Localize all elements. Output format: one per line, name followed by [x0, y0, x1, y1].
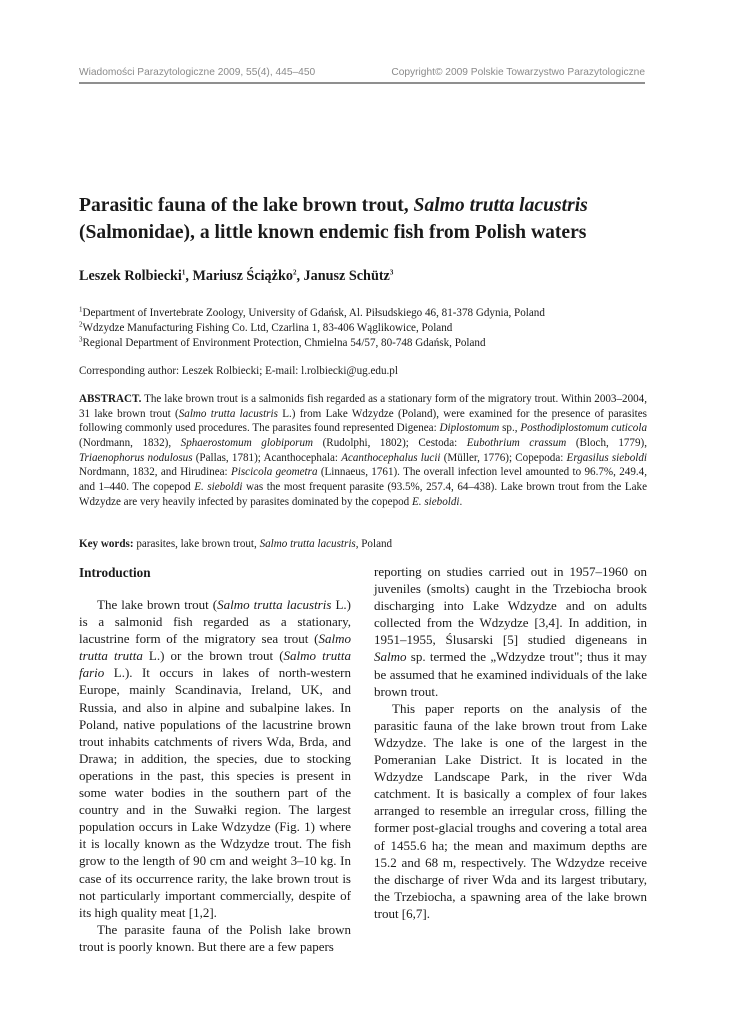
abstract-label: ABSTRACT. — [79, 393, 142, 405]
italic-text: Ergasilus sieboldi — [566, 451, 647, 464]
italic-text: E. sieboldi — [412, 495, 460, 508]
text-run: (Nordmann, 1832), — [79, 436, 181, 449]
author — [192, 268, 303, 284]
paragraph — [374, 563, 647, 700]
copyright-notice: Copyright© 2009 Polskie Towarzystwo Parazytologiczne — [391, 67, 645, 78]
italic-text: Salmo trutta lacustris — [217, 597, 332, 612]
italic-text: Diplostomum — [439, 422, 500, 435]
italic-text: Salmo trutta fario — [79, 648, 351, 681]
body-column-left — [79, 596, 351, 955]
section-heading: Introduction — [79, 565, 151, 580]
paragraph — [374, 700, 647, 922]
affiliation — [79, 336, 645, 351]
affiliation-text: Regional Department of Environment Protection, Chmielna 54/57, 80-748 Gdańsk, Poland — [82, 337, 486, 349]
header-rule — [79, 82, 645, 84]
text-run: Nordmann, 1832, and Hirudinea: — [79, 466, 231, 479]
author-name: Janusz Schütz — [303, 268, 390, 284]
italic-text: Acanthocephalus lucii — [341, 451, 441, 464]
paragraph — [79, 596, 351, 921]
text-run: The lake brown trout ( — [97, 597, 218, 612]
body-column-right — [374, 563, 647, 922]
italic-text: Salmo trutta lacustris — [178, 407, 278, 420]
italic-text: Posthodiplostomum cuticola — [520, 422, 647, 435]
text-run: L.) is a salmonid fish regarded as a stationary, lacustrine form of the migratory sea trout ( — [79, 597, 351, 647]
text-run: The parasite fauna of the Polish lake brown trout is poorly known. But there are a few papers — [79, 921, 351, 954]
text-run: (Pallas, 1781); Acanthocephala: — [192, 451, 342, 464]
author — [304, 268, 394, 284]
text-run: reporting on studies carried out in 1957–1960 on juveniles (smolts) caught in the Trzebiocha brook discharging into Lake Wdzydze and on adults collected from the Wdzydze [3,4]. In addition, in 1951–1955, Ślusarski [5] studied digeneans in — [374, 564, 647, 648]
affiliation — [79, 306, 645, 321]
keywords-label: Key words: — [79, 538, 134, 550]
text-run: The lake brown trout is a salmonids fish regarded as a stationary form of the migratory trout. Within 2003–2004, 31 lake brown trout ( — [79, 393, 647, 420]
text-run: . — [459, 495, 463, 508]
author-name: Leszek Rolbiecki — [79, 268, 182, 284]
text-run: L.) or the brown trout ( — [142, 648, 284, 664]
italic-text: Salmo trutta trutta — [79, 631, 351, 664]
author-list — [79, 266, 645, 286]
author-affiliation-number: 2 — [292, 268, 297, 277]
abstract-body — [79, 393, 647, 508]
author-affiliation-number: 1 — [181, 268, 186, 277]
text-run: was the most frequent parasite (93.5%, 257.4, 64–438). Lake brown trout from the Lake Wdzydze are very heavily infected by parasites dominated by the copepod — [79, 480, 648, 508]
title-part-1: Parasitic fauna of the lake brown trout, — [79, 195, 414, 216]
italic-text: Salmo trutta lacustris — [259, 538, 356, 550]
text-run: parasites, lake brown trout, — [133, 538, 260, 550]
paper-title — [79, 192, 659, 246]
author-separator: , — [296, 268, 304, 284]
title-part-2: (Salmonidae), a little known endemic fish from Polish waters — [79, 222, 587, 243]
affiliation-text: Department of Invertebrate Zoology, University of Gdańsk, Al. Piłsudskiego 46, 81-378 Gdynia, Poland — [82, 307, 545, 319]
affiliation — [79, 321, 645, 336]
italic-text: Sphaerostomum globiporum — [180, 436, 314, 449]
text-run: (Müller, 1776); Copepoda: — [440, 451, 567, 464]
affiliation-list — [79, 306, 645, 351]
author-separator: , — [185, 268, 193, 284]
affiliation-number: 3 — [79, 335, 83, 344]
affiliation-text: Wdzydze Manufacturing Fishing Co. Ltd, Czarlina 1, 83-406 Wąglikowice, Poland — [82, 322, 453, 334]
text-run: (Linnaeus, 1761). The overall infection level amounted to 96.7%, 249.4, and 1–440. The copepod — [79, 466, 647, 493]
keywords — [79, 537, 645, 552]
text-run: L.) from Lake Wdzydze (Poland), were examined for the presence of parasites following commonly used procedures. The parasites found represented Digenea: — [79, 407, 647, 435]
italic-text: E. sieboldi — [194, 480, 243, 493]
text-run: This paper reports on the analysis of the parasitic fauna of the lake brown trout from Lake Wdzydze. The lake is one of the largest in the Pomeranian Lake District. It is located in the Wdzydze Landscape Park, in the river Wda catchment. It is basically a complex of four lakes arranged to resemble an irregular cross, filling the former post-glacial troughs and covering a total area of 1455.6 ha; the mean and maximum depths are 15.2 and 68 m, respectively. The Wdzydze receive the discharge of river Wda and its largest tributary, the Trzebiocha, a spawning area of the lake brown trout [6,7]. — [374, 700, 647, 921]
text-run: L.). It occurs in lakes of north-western Europe, mainly Scandinavia, Ireland, UK, and Russia, and also in alpine and subalpine lakes. In Poland, native populations of the lacustrine brown trout inhabits catchments of rivers Wda, Brda, and Drawa; in addition, the species, due to stocking operations in the past, this species is present in some water bodies in the southern part of the country and in the Suwałki region. The largest population occurs in Lake Wdzydze (Fig. 1) where it is locally known as the Wdzydze trout. The fish grow to the length of 90 cm and weight 3–10 kg. In case of its occurrence rarity, the lake brown trout is not particularly important commercially, despite of its high quality meat [1,2]. — [79, 665, 351, 920]
paragraph — [79, 921, 351, 955]
text-run: (Bloch, 1779), — [566, 436, 647, 449]
keywords-body — [134, 538, 393, 550]
title-species: Salmo trutta lacustris — [413, 195, 588, 216]
text-run: sp., — [499, 422, 521, 435]
author — [79, 268, 192, 284]
affiliation-number: 1 — [79, 305, 83, 314]
journal-citation: Wiadomości Parazytologiczne 2009, 55(4), 445–450 — [79, 67, 316, 78]
text-run: (Rudolphi, 1802); Cestoda: — [313, 436, 467, 449]
abstract — [79, 392, 647, 509]
text-run: sp. termed the „Wdzydze trout"; thus it may be assumed that he examined individuals of the lake brown trout. — [374, 649, 647, 699]
running-header — [79, 67, 645, 83]
affiliation-number: 2 — [79, 320, 83, 329]
author-name: Mariusz Ściążko — [192, 268, 293, 284]
italic-text: Piscicola geometra — [230, 466, 318, 479]
author-affiliation-number: 3 — [389, 268, 394, 277]
italic-text: Triaenophorus nodulosus — [79, 451, 193, 464]
corresponding-author: Corresponding author: Leszek Rolbiecki; E-mail: l.rolbiecki@ug.edu.pl — [79, 365, 398, 377]
italic-text: Salmo — [374, 649, 407, 665]
italic-text: Eubothrium crassum — [466, 436, 567, 449]
text-run: , Poland — [355, 538, 393, 550]
